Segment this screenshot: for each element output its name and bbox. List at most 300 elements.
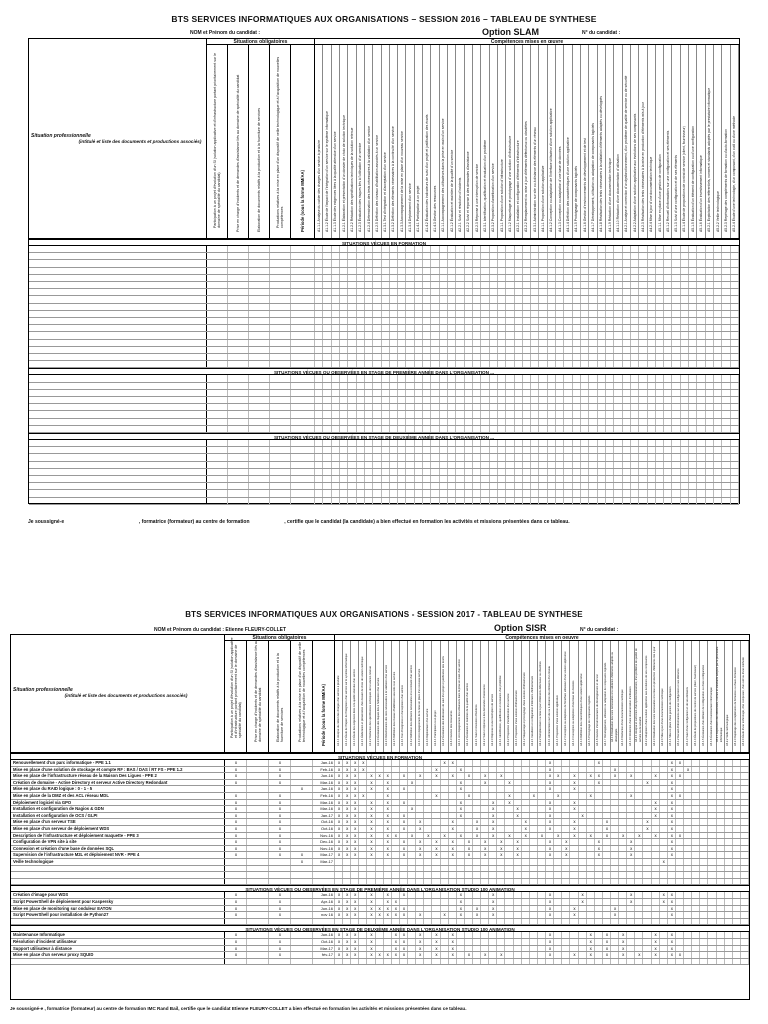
cell xyxy=(741,952,749,958)
cell xyxy=(570,852,578,858)
cell xyxy=(392,773,400,779)
cell xyxy=(676,892,684,898)
cell xyxy=(291,866,313,872)
check-mark: x xyxy=(549,779,552,785)
cell xyxy=(595,912,603,918)
cell xyxy=(672,426,680,432)
cell xyxy=(631,469,639,475)
cell xyxy=(465,892,473,898)
cell xyxy=(554,826,562,832)
cell xyxy=(376,806,384,812)
check-mark: x xyxy=(354,793,357,798)
skill-col xyxy=(539,45,547,238)
check-mark: x xyxy=(492,812,495,818)
cell xyxy=(611,919,619,925)
table-row xyxy=(11,793,749,800)
situation-title: Situation professionnelle xyxy=(31,133,91,139)
cell xyxy=(373,454,381,460)
cell xyxy=(733,919,741,925)
cell xyxy=(400,760,408,766)
cell xyxy=(725,760,733,766)
cell xyxy=(725,932,733,938)
cell xyxy=(348,411,356,417)
cell xyxy=(714,404,722,410)
cell xyxy=(554,959,562,965)
cell xyxy=(714,361,722,367)
check-mark: x xyxy=(573,826,576,831)
cell xyxy=(332,289,340,295)
cell xyxy=(269,959,291,965)
cell xyxy=(515,383,523,389)
cell xyxy=(722,397,730,403)
table-row xyxy=(29,296,739,303)
cell xyxy=(498,275,506,281)
cell xyxy=(456,447,464,453)
cell xyxy=(531,476,539,482)
cell xyxy=(581,268,589,274)
cell xyxy=(473,347,481,353)
cell xyxy=(505,912,513,918)
cell xyxy=(473,813,481,819)
cell xyxy=(598,361,606,367)
cell xyxy=(700,932,708,938)
cell xyxy=(548,498,556,504)
mandatory-situations-header: Situations obligatoires xyxy=(225,635,335,641)
cell xyxy=(457,839,465,845)
cell xyxy=(722,375,730,381)
cell xyxy=(725,767,733,773)
skill-label: A1.2.1 Élaboration et présentation d'un dossier de choix de solution technique xyxy=(341,115,346,232)
cell xyxy=(406,246,414,252)
cell xyxy=(441,866,449,872)
cell xyxy=(498,454,506,460)
check-mark: x xyxy=(378,773,381,779)
cell xyxy=(522,932,530,938)
skill-col xyxy=(348,45,356,238)
cell xyxy=(247,839,269,845)
cell xyxy=(684,826,692,832)
check-mark: x xyxy=(459,812,462,818)
cell xyxy=(672,411,680,417)
cell xyxy=(291,483,315,489)
cell xyxy=(660,833,668,839)
cell xyxy=(717,899,725,905)
cell xyxy=(639,397,647,403)
cell xyxy=(731,332,739,338)
check-mark: x xyxy=(459,806,462,812)
cell xyxy=(554,899,562,905)
cell xyxy=(207,275,228,281)
skill-col xyxy=(573,45,581,238)
cell xyxy=(692,839,700,845)
cell xyxy=(465,375,473,381)
cell xyxy=(681,462,689,468)
check-mark: x xyxy=(589,773,592,779)
table-row xyxy=(11,813,749,820)
cell xyxy=(611,952,619,958)
cell xyxy=(714,383,722,389)
check-mark: x xyxy=(500,839,503,845)
cell xyxy=(722,332,730,338)
cell xyxy=(423,311,431,317)
cell xyxy=(548,426,556,432)
cell xyxy=(440,397,448,403)
cell xyxy=(589,318,597,324)
cell xyxy=(623,462,631,468)
cell xyxy=(714,332,722,338)
cell xyxy=(291,767,313,773)
cell xyxy=(692,872,700,878)
cell xyxy=(706,361,714,367)
cell xyxy=(384,946,392,952)
check-mark: x xyxy=(386,839,389,845)
skill-label: A5.1.6 Évaluation d'un investissement informatique xyxy=(709,687,713,746)
cell xyxy=(291,760,313,766)
cell xyxy=(247,912,269,918)
cell xyxy=(249,426,270,432)
cell xyxy=(570,767,578,773)
cell xyxy=(291,813,313,819)
skill-col xyxy=(416,641,424,752)
cell xyxy=(515,404,523,410)
cell xyxy=(676,826,684,832)
cell xyxy=(291,426,315,432)
cell xyxy=(522,786,530,792)
cell xyxy=(570,899,578,905)
table-row xyxy=(11,879,749,886)
cell xyxy=(564,347,572,353)
skill-label: A4.1.1 Proposition d'une solution applicative xyxy=(555,695,559,746)
cell xyxy=(416,780,424,786)
cell xyxy=(270,304,291,310)
cell xyxy=(676,939,684,945)
cell xyxy=(247,819,269,825)
cell xyxy=(717,786,725,792)
cell xyxy=(714,490,722,496)
check-mark: x xyxy=(459,892,462,898)
cell xyxy=(423,383,431,389)
cell xyxy=(269,872,291,878)
row-label: Mise en place d'une solution de stockage et compte RF : BAS / DAS / RT FS - PPE 1.2 xyxy=(13,766,183,772)
cell xyxy=(564,332,572,338)
check-mark: x xyxy=(278,826,282,831)
cell xyxy=(29,454,207,460)
row-period: Jan-16 xyxy=(320,892,333,898)
cell xyxy=(249,440,270,446)
cell xyxy=(660,773,668,779)
cell xyxy=(315,454,323,460)
cell xyxy=(432,912,440,918)
cell xyxy=(440,260,448,266)
cell xyxy=(598,440,606,446)
cell xyxy=(648,454,656,460)
cell xyxy=(423,454,431,460)
cell xyxy=(384,767,392,773)
skill-label: A4.2.1 Analyse et correction d'un dysfonctionnement, d'un problème de qualité de service ou de sécurité xyxy=(634,648,642,742)
mandatory-situation-label: Elaboration de documents relatifs à la production et à la fourniture de services xyxy=(275,653,284,742)
cell xyxy=(456,476,464,482)
cell xyxy=(539,253,547,259)
cell xyxy=(589,483,597,489)
cell xyxy=(515,275,523,281)
cell xyxy=(603,793,611,799)
cell xyxy=(382,296,390,302)
cell xyxy=(606,390,614,396)
cell xyxy=(554,852,562,858)
cell xyxy=(448,347,456,353)
cell xyxy=(664,462,672,468)
cell xyxy=(548,361,556,367)
cell xyxy=(631,318,639,324)
cell xyxy=(684,800,692,806)
cell xyxy=(570,839,578,845)
cell xyxy=(692,800,700,806)
cell xyxy=(473,268,481,274)
cell xyxy=(315,375,323,381)
check-mark: x xyxy=(638,952,641,958)
cell xyxy=(548,325,556,331)
cell xyxy=(664,383,672,389)
cell xyxy=(722,253,730,259)
cell xyxy=(247,919,269,925)
check-mark: x xyxy=(346,779,349,785)
cell xyxy=(323,390,331,396)
row-label: Mise en place de la DMZ et des ACL réseau MDL xyxy=(13,793,109,798)
check-mark: x xyxy=(622,932,625,938)
check-mark: x xyxy=(402,812,406,818)
cell xyxy=(270,332,291,338)
check-mark: x xyxy=(467,952,471,958)
cell xyxy=(725,826,733,832)
cell xyxy=(376,819,384,825)
cell xyxy=(581,311,589,317)
cell xyxy=(332,347,340,353)
cell xyxy=(207,311,228,317)
cell xyxy=(332,462,340,468)
cell xyxy=(498,375,506,381)
cell xyxy=(689,318,697,324)
cell xyxy=(706,490,714,496)
cell xyxy=(684,773,692,779)
cell xyxy=(465,959,473,965)
cell xyxy=(398,325,406,331)
cell xyxy=(531,347,539,353)
cell xyxy=(554,932,562,938)
situation-subtitle: (intitulé et liste des documents et productions associés) xyxy=(78,139,202,144)
cell xyxy=(627,879,635,885)
cell xyxy=(539,246,547,252)
cell xyxy=(556,354,564,360)
cell xyxy=(660,806,668,812)
cell xyxy=(619,846,627,852)
cell xyxy=(741,780,749,786)
cell xyxy=(731,347,739,353)
cell xyxy=(548,253,556,259)
cell xyxy=(623,404,631,410)
row-label: Résolution d'incident utilisateur xyxy=(13,939,77,944)
cell xyxy=(357,411,365,417)
cell xyxy=(684,859,692,865)
cell xyxy=(481,404,489,410)
cell xyxy=(340,347,348,353)
check-mark: x xyxy=(678,760,682,765)
cell xyxy=(473,859,481,865)
cell xyxy=(635,780,643,786)
cell xyxy=(689,447,697,453)
cell xyxy=(365,340,373,346)
cell xyxy=(708,932,716,938)
cell xyxy=(635,912,643,918)
cell xyxy=(431,411,439,417)
cell xyxy=(598,246,606,252)
cell xyxy=(579,939,587,945)
cell xyxy=(660,786,668,792)
check-mark: x xyxy=(459,799,462,805)
cell xyxy=(432,780,440,786)
cell xyxy=(398,404,406,410)
cell xyxy=(579,826,587,832)
cell xyxy=(398,454,406,460)
cell xyxy=(481,826,489,832)
cell xyxy=(562,800,570,806)
cell xyxy=(441,959,449,965)
cell xyxy=(700,806,708,812)
cell xyxy=(681,318,689,324)
cell xyxy=(631,419,639,425)
cell xyxy=(635,872,643,878)
cell xyxy=(664,296,672,302)
cell xyxy=(692,760,700,766)
cell xyxy=(408,813,416,819)
cell xyxy=(619,780,627,786)
cell xyxy=(648,483,656,489)
cell xyxy=(357,447,365,453)
cell xyxy=(228,440,249,446)
check-mark: x xyxy=(670,766,673,772)
check-mark: x xyxy=(419,945,422,951)
cell xyxy=(448,440,456,446)
cell xyxy=(587,806,595,812)
cell xyxy=(564,340,572,346)
cell xyxy=(291,806,313,812)
check-mark: x xyxy=(346,812,349,818)
cell xyxy=(448,426,456,432)
check-mark: x xyxy=(630,845,633,851)
cell xyxy=(722,304,730,310)
cell xyxy=(340,454,348,460)
cell xyxy=(656,447,664,453)
cell xyxy=(29,340,207,346)
cell xyxy=(249,347,270,353)
cell xyxy=(564,411,572,417)
cell xyxy=(416,872,424,878)
row-period: Mar-17 xyxy=(320,945,333,951)
cell xyxy=(722,296,730,302)
table-body xyxy=(29,239,739,503)
cell xyxy=(348,311,356,317)
cell xyxy=(498,483,506,489)
skill-label: A5.1.3 Suivi d'une configuration et de ses éléments xyxy=(674,155,679,232)
skill-label: A5.2.4 Étude d'une technologie, d'un composant, d'un outil ou d'une méthode xyxy=(742,657,746,746)
cell xyxy=(741,859,749,865)
cell xyxy=(614,260,622,266)
skills-header: Compétences mises en oeuvre xyxy=(335,635,749,641)
cell xyxy=(664,282,672,288)
check-mark: x xyxy=(670,832,673,838)
cell xyxy=(449,892,457,898)
cell xyxy=(606,282,614,288)
cell xyxy=(538,793,546,799)
cell xyxy=(731,469,739,475)
cell xyxy=(611,879,619,885)
cell xyxy=(340,490,348,496)
cell xyxy=(531,411,539,417)
cell xyxy=(359,773,367,779)
cell xyxy=(473,892,481,898)
check-mark: x xyxy=(589,832,592,838)
period-label: Période (sous la forme MM/AA) xyxy=(320,684,326,746)
cell xyxy=(29,419,207,425)
cell xyxy=(207,498,228,504)
cell xyxy=(531,440,539,446)
section-title: SITUATIONS VÉCUES EN FORMATION xyxy=(337,755,423,760)
cell xyxy=(340,419,348,425)
cell xyxy=(523,282,531,288)
cell xyxy=(313,866,335,872)
cell xyxy=(652,786,660,792)
cell xyxy=(708,939,716,945)
cell xyxy=(562,786,570,792)
cell xyxy=(441,839,449,845)
cell xyxy=(465,476,473,482)
cell xyxy=(291,275,315,281)
cell xyxy=(390,490,398,496)
cell xyxy=(714,304,722,310)
cell xyxy=(697,318,705,324)
cell xyxy=(456,469,464,475)
cell xyxy=(664,275,672,281)
cell xyxy=(431,260,439,266)
cell xyxy=(291,793,313,799)
skill-label: A1.2.3 Évaluation des risques liés à l'utilisation d'un service xyxy=(358,142,363,232)
cell xyxy=(515,311,523,317)
cell xyxy=(714,347,722,353)
cell xyxy=(631,383,639,389)
cell xyxy=(315,260,323,266)
cell xyxy=(614,275,622,281)
cell xyxy=(546,859,554,865)
check-mark: x xyxy=(524,832,527,838)
table-row xyxy=(29,454,739,461)
cell xyxy=(431,490,439,496)
check-mark: x xyxy=(354,939,357,944)
cell xyxy=(606,340,614,346)
cell xyxy=(392,819,400,825)
cell xyxy=(431,498,439,504)
cell xyxy=(348,347,356,353)
skill-label: A5.2.2 Veille technologique xyxy=(726,714,730,746)
mandatory-situation-label: Productions relatives à la mise en place d'un dispositif de veille technologique et à l'acquisition de nouvelles compétences xyxy=(297,641,306,742)
cell xyxy=(619,839,627,845)
cell xyxy=(733,839,741,845)
cell xyxy=(635,932,643,938)
cell xyxy=(11,872,225,878)
cell xyxy=(692,852,700,858)
cell xyxy=(431,390,439,396)
cell xyxy=(587,846,595,852)
cell xyxy=(598,325,606,331)
cell xyxy=(656,311,664,317)
